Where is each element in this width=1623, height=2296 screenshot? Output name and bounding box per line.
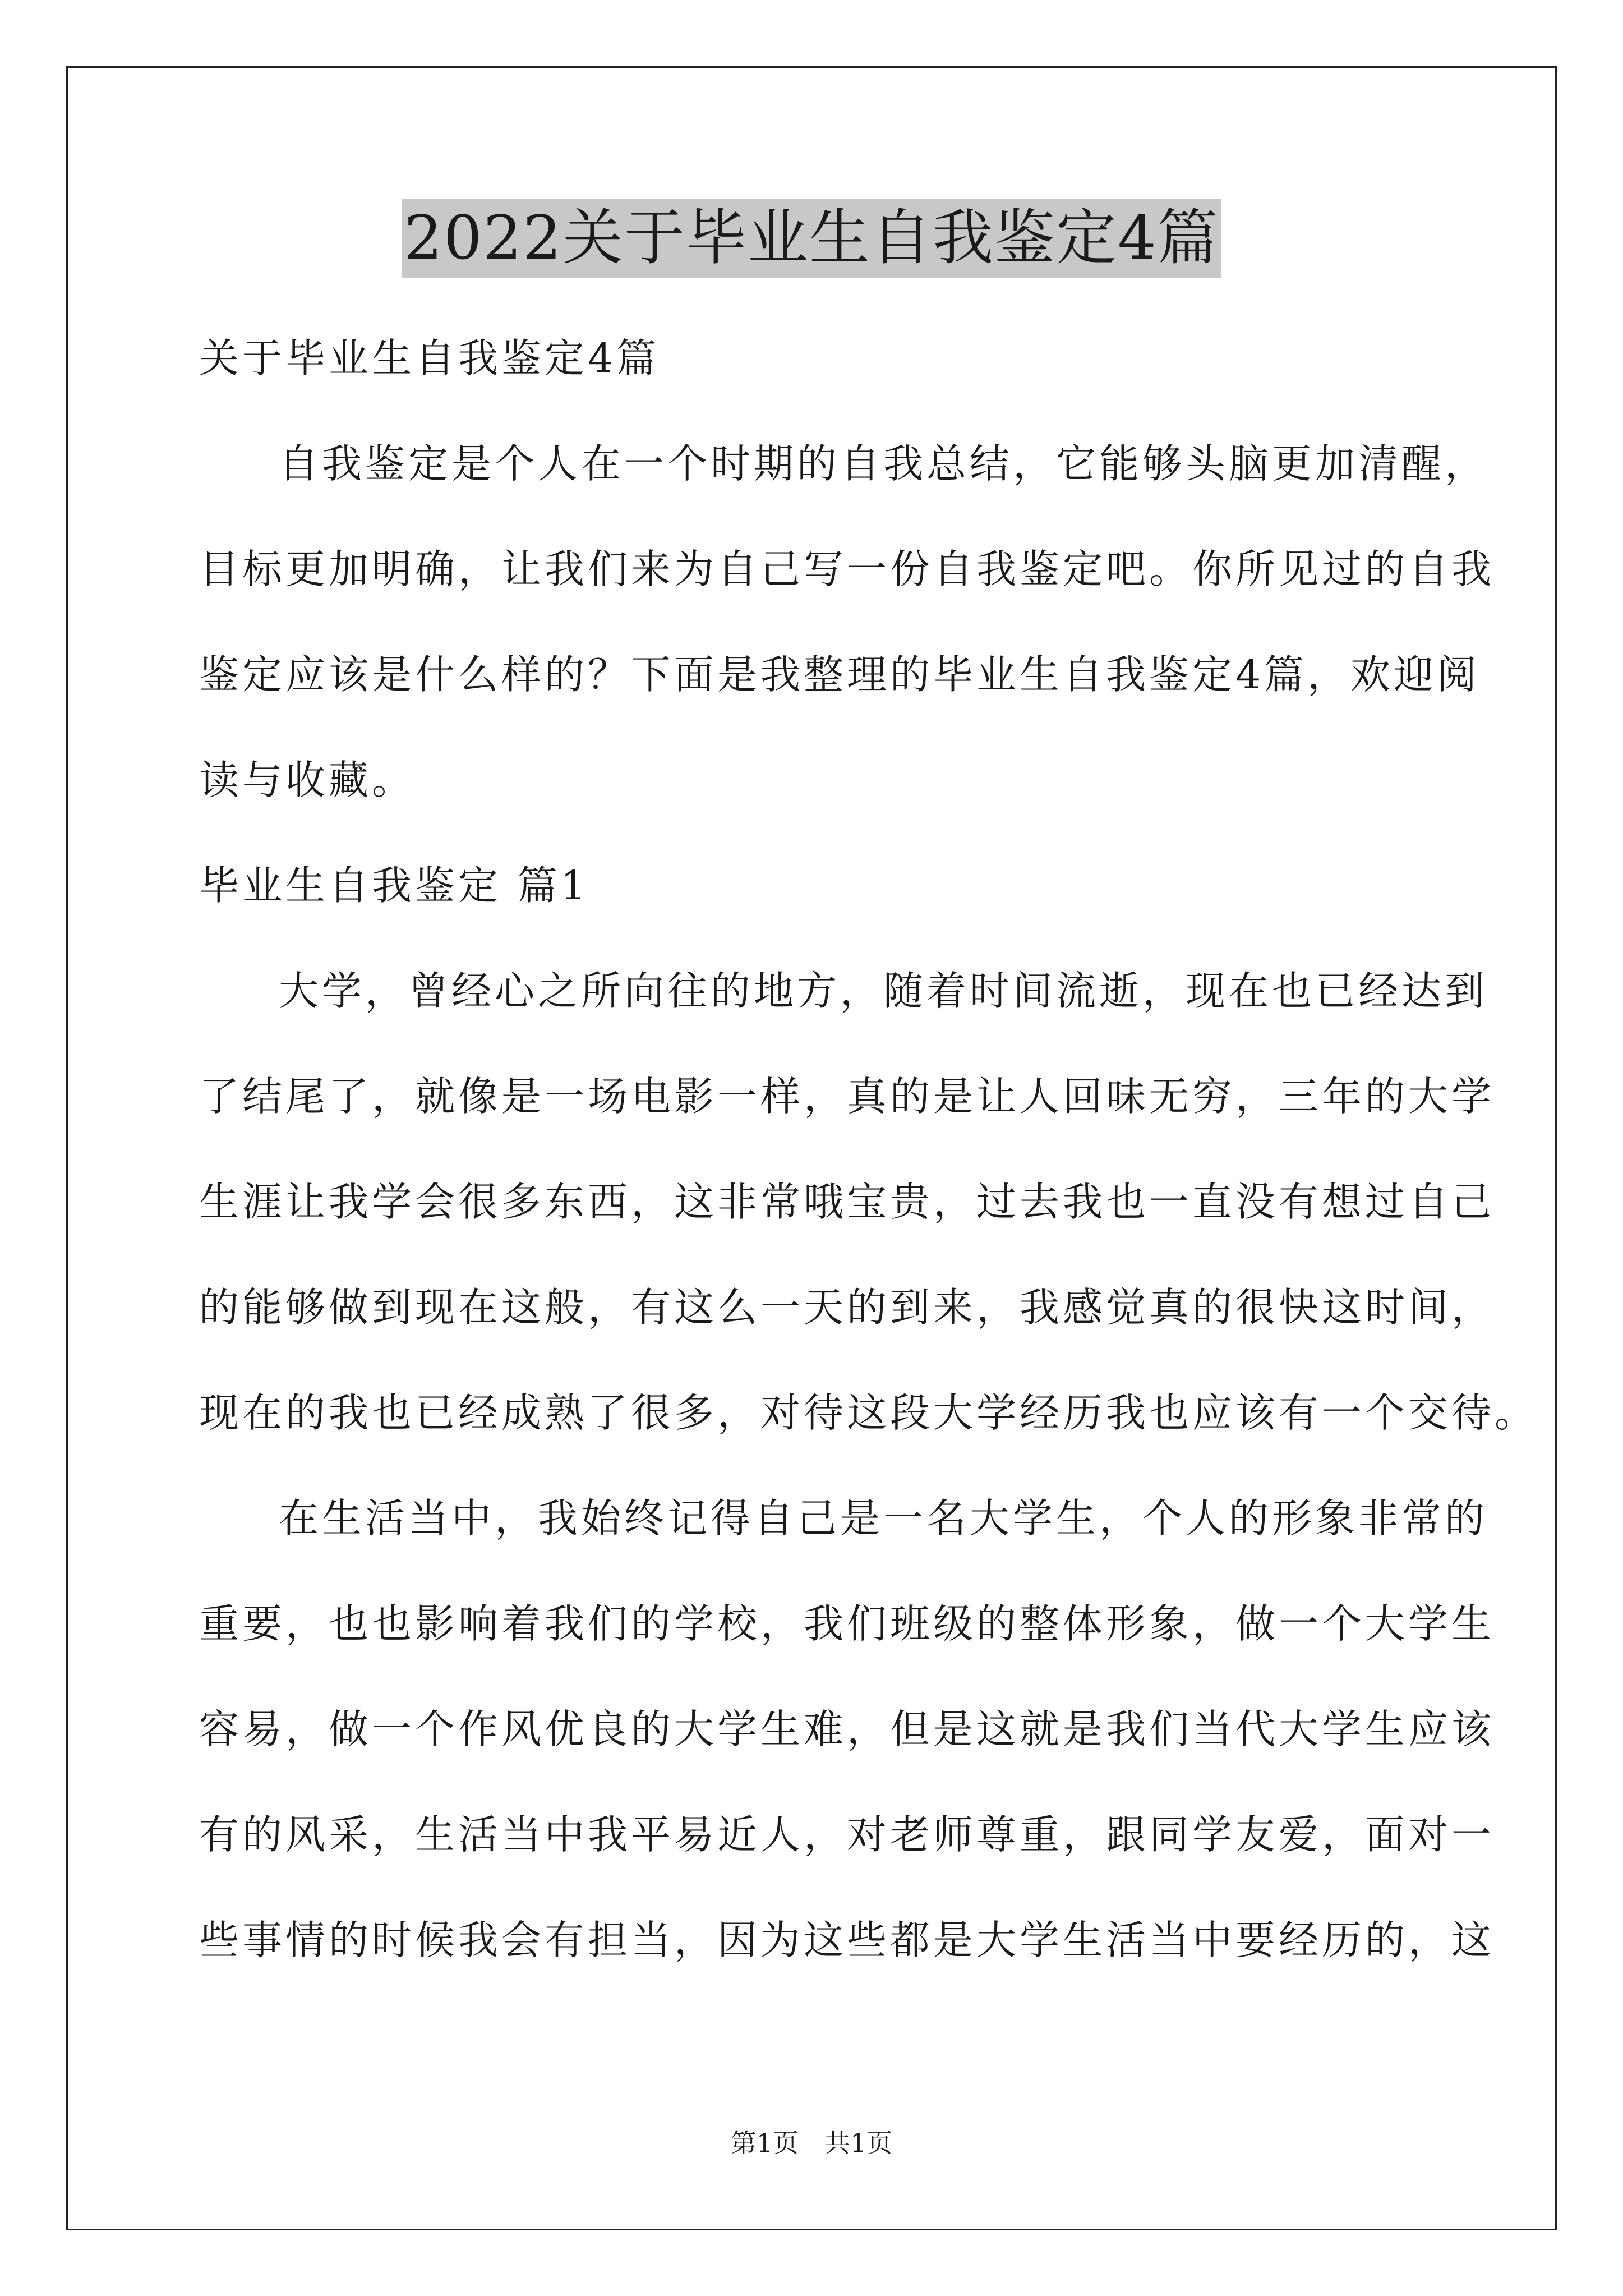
paragraph-line: 目标更加明确，让我们来为自己写一份自我鉴定吧。你所见过的自我 <box>199 546 1495 592</box>
paragraph-line: 有的风采，生活当中我平易近人，对老师尊重，跟同学友爱，面对一 <box>199 1811 1495 1858</box>
paragraph-line: 容易，做一个作风优良的大学生难，但是这就是我们当代大学生应该 <box>199 1706 1495 1752</box>
title-container <box>0 199 1623 278</box>
paragraph-line: 读与收藏。 <box>199 757 416 803</box>
paragraph-line: 了结尾了，就像是一场电影一样，真的是让人回味无穷，三年的大学 <box>199 1073 1495 1120</box>
paragraph-line: 生涯让我学会很多东西，这非常哦宝贵，过去我也一直没有想过自己 <box>199 1179 1495 1225</box>
page-footer: 第1页 共1页 <box>730 2128 893 2158</box>
paragraph-line: 些事情的时候我会有担当，因为这些都是大学生活当中要经历的，这 <box>199 1917 1495 1963</box>
paragraph-line: 在生活当中，我始终记得自己是一名大学生，个人的形象非常的 <box>279 1495 1488 1542</box>
paragraph-line: 大学，曾经心之所向往的地方，随着时间流逝，现在也已经达到 <box>279 968 1488 1014</box>
document-body <box>199 306 1538 1993</box>
paragraph-line: 重要，也也影响着我们的学校，我们班级的整体形象，做一个大学生 <box>199 1600 1495 1647</box>
paragraph-line: 的能够做到现在这般，有这么一天的到来，我感觉真的很快这时间， <box>199 1284 1495 1331</box>
section-heading: 毕业生自我鉴定 篇1 <box>199 862 589 909</box>
paragraph-line: 现在的我也已经成熟了很多，对待这段大学经历我也应该有一个交待。 <box>199 1389 1538 1436</box>
document-title: 2022关于毕业生自我鉴定4篇 <box>402 199 1221 278</box>
paragraph-line: 自我鉴定是个人在一个时期的自我总结，它能够头脑更加清醒， <box>279 440 1488 487</box>
paragraph-line: 鉴定应该是什么样的？下面是我整理的毕业生自我鉴定4篇，欢迎阅 <box>199 651 1481 698</box>
subtitle-line: 关于毕业生自我鉴定4篇 <box>199 335 660 381</box>
